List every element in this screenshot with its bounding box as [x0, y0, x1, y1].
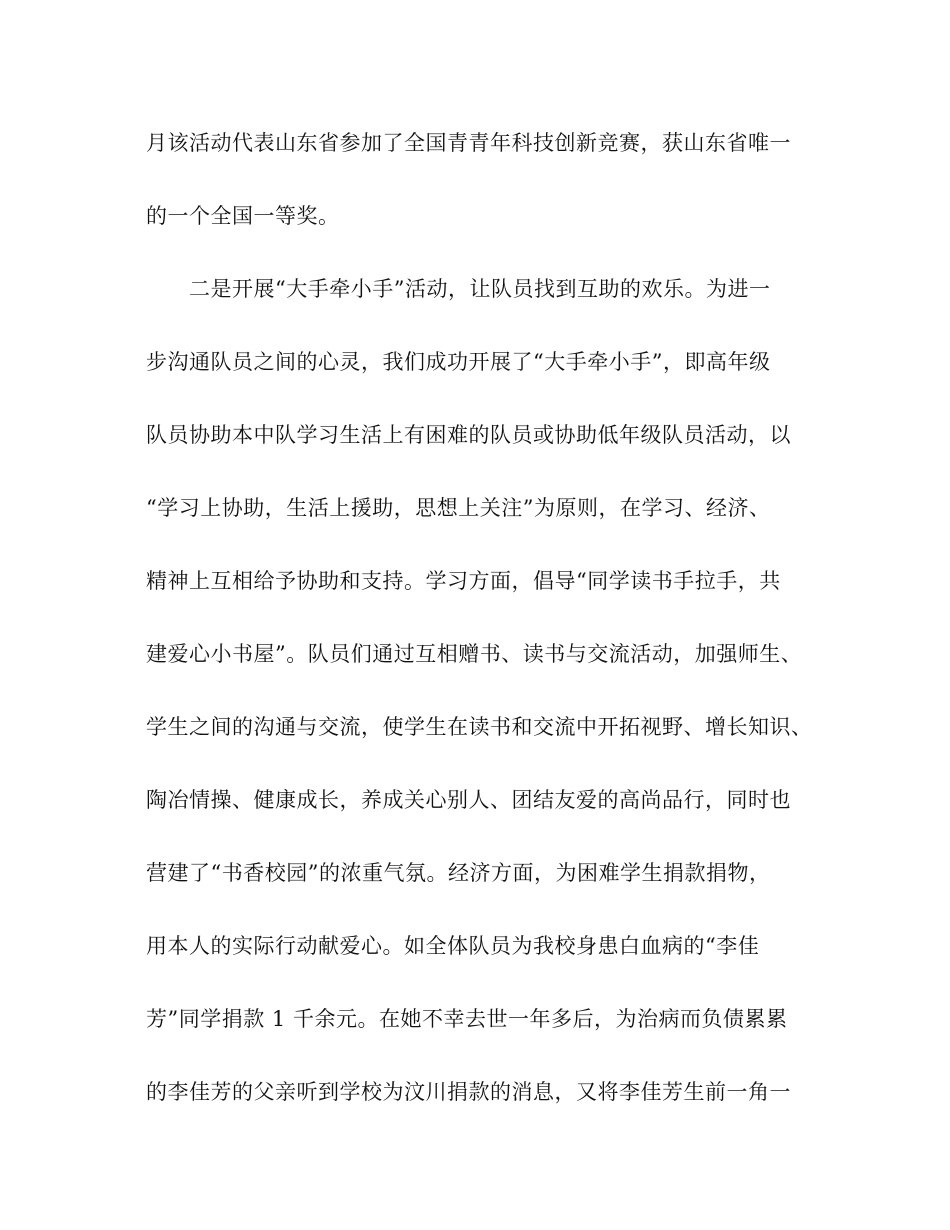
text-line: 的李佳芳的父亲听到学校为汶川捐款的消息，又将李佳芳生前一角一: [146, 1080, 791, 1104]
text-line: 芳”同学捐款 1 千余元。在她不幸去世一年多后，为治病而负债累累: [146, 1007, 788, 1031]
text-line: 建爱心小书屋”。队员们通过互相赠书、读书与交流活动，加强师生、: [146, 642, 803, 666]
text-line: 精神上互相给予协助和支持。学习方面，倡导“同学读书手拉手，共: [146, 569, 781, 593]
text-line: 学生之间的沟通与交流，使学生在读书和交流中开拓视野、增长知识、: [146, 715, 813, 739]
text-line: “学习上协助，生活上援助，思想上关注”为原则，在学习、经济、: [146, 496, 771, 520]
text-line: 二是开展“大手牵小手”活动，让队员找到互助的欢乐。为进一: [146, 277, 771, 301]
text-line: 的一个全国一等奖。: [146, 204, 340, 228]
text-line: 陶冶情操、健康成长，养成关心别人、团结友爱的高尚品行，同时也: [146, 788, 791, 812]
text-line: 月该活动代表山东省参加了全国青青年科技创新竞赛，获山东省唯一: [146, 131, 791, 155]
document-body: [146, 123, 846, 1145]
text-line: 步沟通队员之间的心灵，我们成功开展了“大手牵小手”，即高年级: [146, 350, 771, 374]
text-line: 用本人的实际行动献爱心。如全体队员为我校身患白血病的“李佳: [146, 934, 760, 958]
text-line: 队员协助本中队学习生活上有困难的队员或协助低年级队员活动，以: [146, 423, 791, 447]
text-line: 营建了“书香校园”的浓重气氛。经济方面，为困难学生捐款捐物，: [146, 861, 771, 885]
